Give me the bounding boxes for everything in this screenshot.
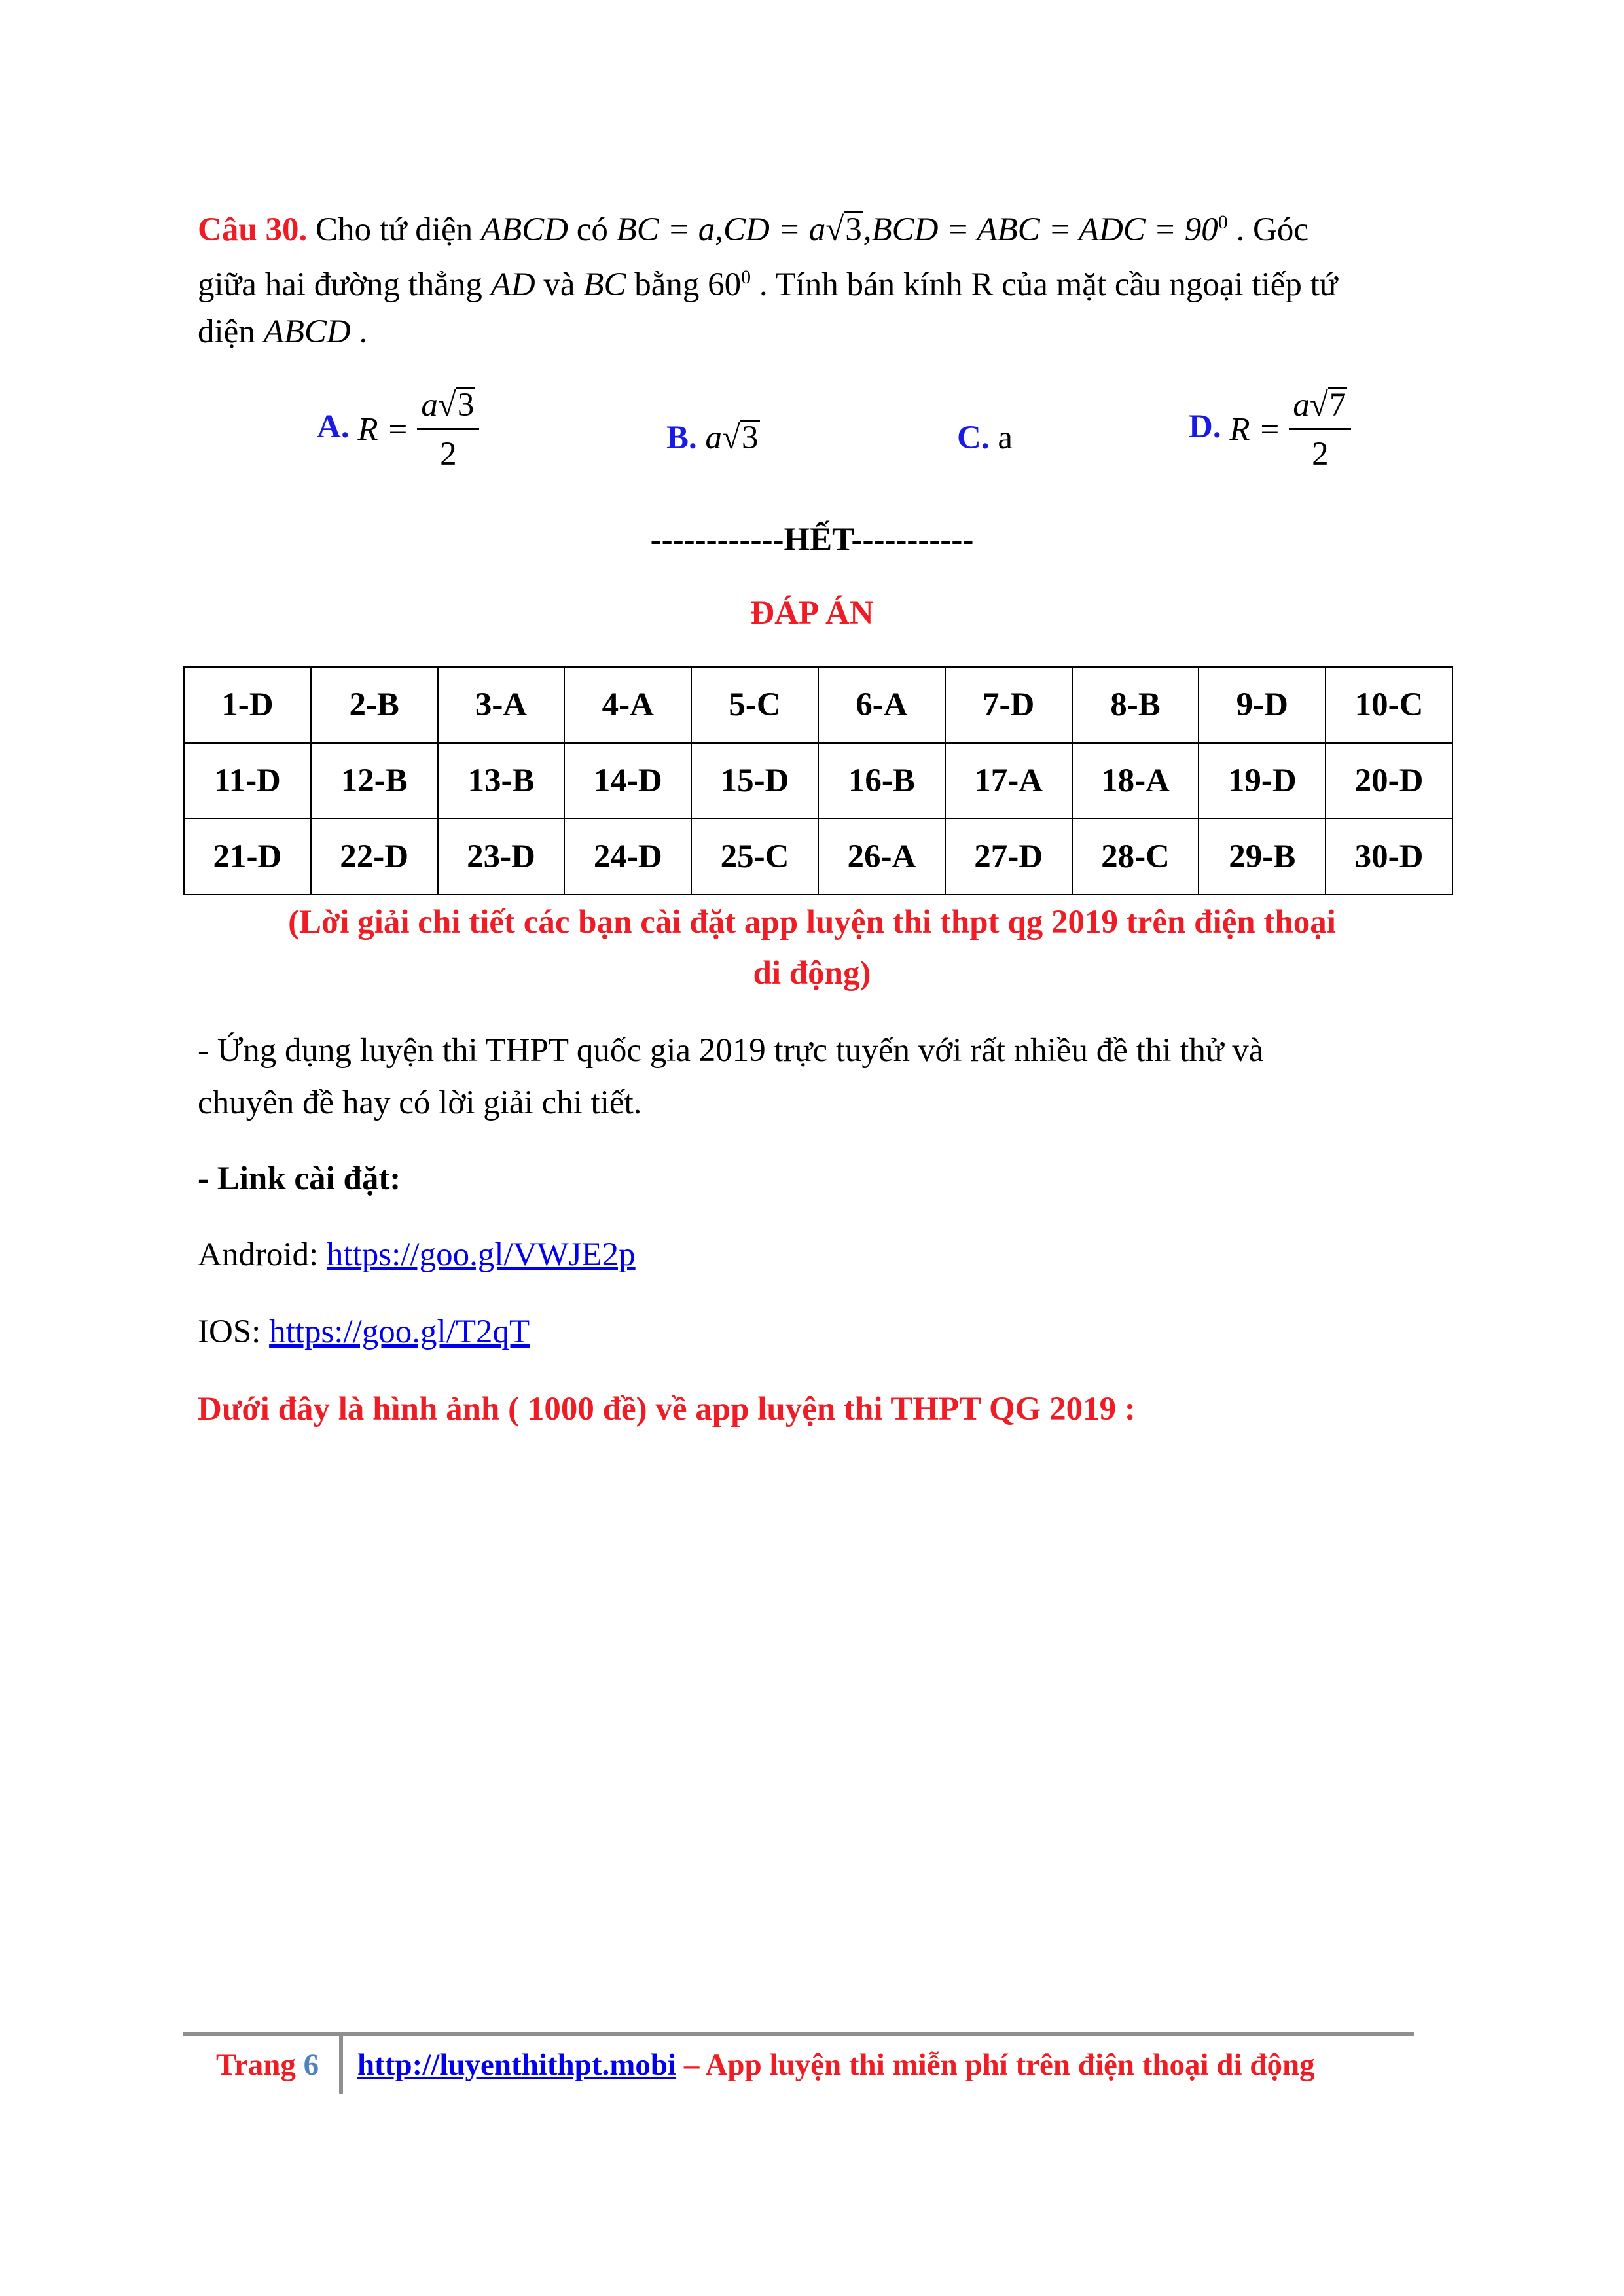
footer-site-link[interactable]: http://luyenthithpt.mobi: [357, 2048, 677, 2082]
link-heading: - Link cài đặt:: [198, 1160, 401, 1197]
app-desc-line-1: - Ứng dụng luyện thi THPT quốc gia 2019 trực tuyến với rất nhiều đề thi thử và: [198, 1032, 1264, 1069]
question-line2-start: giữa hai đường thẳng: [198, 266, 482, 303]
answer-cell: 26-A: [818, 819, 945, 895]
word-bang: bằng: [634, 266, 700, 303]
image-note: Dưới đây là hình ảnh ( 1000 đề) về app luyện thi THPT QG 2019 :: [198, 1391, 1136, 1427]
answer-table: [183, 666, 1453, 895]
android-label: Android:: [198, 1236, 319, 1273]
line-ad: AD: [490, 266, 535, 303]
word-va: và: [543, 266, 575, 303]
footer-page-label: Trang: [216, 2048, 296, 2082]
solution-note-line-2: di động): [753, 955, 871, 992]
question-line1-end: . Góc: [1236, 211, 1308, 248]
question-line3-start: diện: [198, 314, 255, 350]
answer-cell: 13-B: [438, 743, 565, 819]
option-a: [317, 386, 479, 473]
option-d: [1189, 386, 1351, 473]
answer-cell: 28-C: [1072, 819, 1199, 895]
answer-row: [184, 819, 1453, 895]
ios-row: [198, 1316, 530, 1349]
option-a-fraction: $\frac{a√3}{2}$: [417, 386, 479, 473]
answer-cell: 11-D: [184, 743, 311, 819]
answers-title: ĐÁP ÁN: [750, 595, 874, 632]
footer-separator: [339, 2032, 343, 2094]
math-expr-2: ,BCD = ABC = ADC = 90: [863, 211, 1218, 248]
answer-cell: 9-D: [1199, 667, 1326, 743]
answer-cell: 5-C: [691, 667, 818, 743]
option-b-label: B.: [666, 420, 697, 456]
footer-rule: [183, 2032, 1414, 2036]
answer-cell: 4-A: [564, 667, 691, 743]
option-a-label: A.: [317, 408, 350, 446]
footer-tagline: – App luyện thi miễn phí trên điện thoại di động: [683, 2048, 1315, 2082]
answer-cell: 16-B: [818, 743, 945, 819]
answer-cell: 30-D: [1326, 819, 1453, 895]
answer-cell: 10-C: [1326, 667, 1453, 743]
math-expr-1: BC = a,CD = a: [616, 211, 826, 248]
line-bc: BC: [583, 266, 626, 303]
question-label: Câu 30.: [198, 211, 308, 248]
answer-cell: 27-D: [945, 819, 1072, 895]
option-c-label: C.: [957, 420, 990, 456]
option-b: [666, 419, 760, 457]
answer-cell: 7-D: [945, 667, 1072, 743]
question-line-2: [198, 266, 1337, 304]
question-intro: Cho tứ diện: [315, 211, 473, 248]
option-d-lhs: R =: [1229, 411, 1281, 448]
android-row: [198, 1238, 636, 1272]
answer-row: [184, 667, 1453, 743]
answer-cell: 8-B: [1072, 667, 1199, 743]
answer-cell: 19-D: [1199, 743, 1326, 819]
degree-sup: 0: [1218, 211, 1228, 233]
app-desc-line-2: chuyên đề hay có lời giải chi tiết.: [198, 1085, 642, 1121]
answer-cell: 17-A: [945, 743, 1072, 819]
answer-cell: 25-C: [691, 819, 818, 895]
option-c: [957, 419, 1013, 457]
option-d-fraction: $\frac{a√7}{2}$: [1289, 386, 1351, 473]
answer-row: [184, 743, 1453, 819]
footer-tagline-row: [357, 2047, 1315, 2083]
answer-cell: 23-D: [438, 819, 565, 895]
ios-link[interactable]: https://goo.gl/T2qT: [269, 1314, 530, 1350]
tetra-name: ABCD: [480, 211, 568, 248]
solution-note-line-1: (Lời giải chi tiết các bạn cài đặt app luyện thi thpt qg 2019 trên điện thoại: [288, 904, 1336, 941]
answer-cell: 15-D: [691, 743, 818, 819]
answer-cell: 14-D: [564, 743, 691, 819]
android-link[interactable]: https://goo.gl/VWJE2p: [326, 1236, 636, 1273]
answer-cell: 20-D: [1326, 743, 1453, 819]
sqrt-3: √3: [825, 211, 862, 248]
answer-cell: 12-B: [311, 743, 438, 819]
option-d-label: D.: [1189, 408, 1221, 446]
tetra-name-2: ABCD: [263, 314, 351, 350]
answer-cell: 6-A: [818, 667, 945, 743]
answer-cell: 22-D: [311, 819, 438, 895]
question-line3-end: .: [359, 314, 368, 350]
question-line-3: [198, 313, 367, 351]
answer-cell: 24-D: [564, 819, 691, 895]
option-b-a: a: [705, 420, 723, 456]
question-line-1: [198, 211, 1308, 249]
end-marker: ------------HẾT-----------: [650, 522, 974, 558]
angle-value: 60: [708, 266, 742, 303]
answer-cell: 3-A: [438, 667, 565, 743]
option-a-lhs: R =: [357, 411, 409, 448]
option-c-value: a: [998, 420, 1013, 456]
angle-sup: 0: [741, 266, 751, 288]
answer-cell: 21-D: [184, 819, 311, 895]
answer-cell: 1-D: [184, 667, 311, 743]
answer-cell: 29-B: [1199, 819, 1326, 895]
answer-cell: 2-B: [311, 667, 438, 743]
option-b-sqrt: √3: [722, 420, 759, 456]
question-line2-end: . Tính bán kính R của mặt cầu ngoại tiếp tứ: [759, 266, 1338, 303]
footer-page: [216, 2047, 319, 2083]
answer-cell: 18-A: [1072, 743, 1199, 819]
question-co: có: [576, 211, 608, 248]
ios-label: IOS:: [198, 1314, 261, 1350]
footer-page-number: 6: [303, 2048, 319, 2082]
